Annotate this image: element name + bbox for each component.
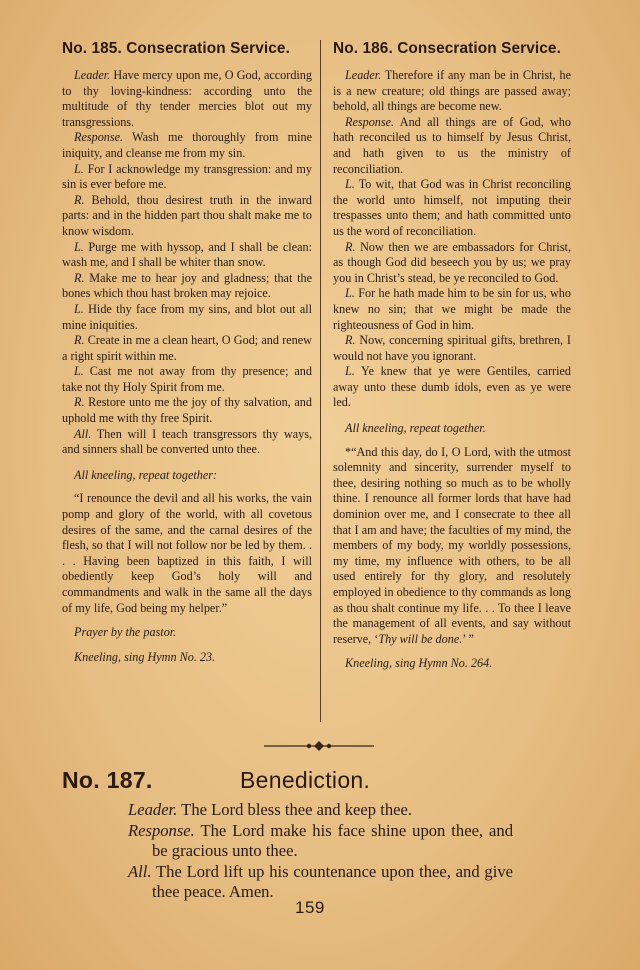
benediction-text: The Lord bless thee and keep thee. (177, 800, 413, 819)
left-verse (62, 271, 312, 302)
speaker-label: L. (74, 364, 84, 379)
verse-text: Ye knew that ye were Gentiles, carried away unto these dumb idols, even as ye were led. (333, 364, 571, 410)
right-hymn: Kneeling, sing Hymn No. 264. (345, 656, 493, 671)
speaker-label: Leader. (345, 68, 382, 82)
verse-text: Hide thy face from my sins, and blot out all mine iniquities. (62, 301, 312, 332)
benediction-text: The Lord make his face shine upon thee, and be gracious unto thee. (152, 820, 513, 860)
speaker-label: R. (345, 239, 356, 254)
left-verse (62, 427, 312, 458)
right-body (333, 68, 571, 672)
left-prayer: Prayer by the pastor. (74, 625, 177, 640)
verse-text: For I acknowledge my transgression: and my sin is ever before me. (62, 161, 312, 192)
speaker-label: R. (74, 395, 85, 410)
left-verses (62, 68, 312, 458)
right-verse (333, 240, 571, 287)
speaker-label: L. (345, 364, 355, 379)
speaker-label: Response. (345, 114, 395, 129)
right-verse (333, 286, 571, 333)
verse-text: Cast me not away from thy presence; and take not thy Holy Spirit from me. (62, 364, 312, 394)
left-verse (62, 68, 312, 130)
verse-text: Wash me thoroughly from mine iniquity, and cleanse me from my sin. (62, 130, 312, 160)
left-verse (62, 364, 312, 395)
speaker-label: R. (74, 270, 85, 285)
right-creed (333, 445, 571, 648)
ornament-rule-icon (264, 740, 374, 752)
verse-text: Then will I teach transgressors thy ways, and sinners shall be converted unto thee. (62, 426, 312, 457)
speaker-label: L. (345, 177, 355, 192)
speaker-label: Leader. (74, 68, 111, 82)
right-verse (333, 115, 571, 177)
right-creed-close: ’ ” (462, 631, 474, 646)
left-body (62, 68, 312, 665)
left-verse (62, 130, 312, 161)
speaker-label: All. (128, 861, 152, 881)
left-verse (62, 240, 312, 271)
speaker-label: Leader. (128, 800, 178, 819)
benediction-heading: Benediction. (240, 767, 371, 793)
verse-text: Have mercy upon me, O God, according to thy loving-kindness: according unto the multitude of thy tender mercies blot out my transgressions. (62, 68, 312, 129)
right-creed-emphasis: Thy will be done. (378, 631, 463, 646)
right-verse (333, 364, 571, 411)
benediction-number: No. 187. (62, 767, 153, 793)
left-verse (62, 302, 312, 333)
speaker-label: Response. (74, 130, 124, 145)
verse-text: Now then we are embassadors for Christ, as though God did beseech you by us; we pray you in Christ’s stead, be ye reconciled to God. (333, 239, 571, 285)
right-verse (333, 68, 571, 115)
left-kneel-heading: All kneeling, repeat together: (74, 467, 218, 482)
benediction-line (128, 800, 513, 821)
right-verse (333, 177, 571, 239)
left-creed: “I renounce the devil and all his works, the vain pomp and glory of the world, with all covetous desires of the same, and the carnal desires of the flesh, so that I will not follow nor be led by them. . . . Having been baptized in this faith, I will obediently keep God’s holy will and commandments and walk in the same all the days of my life, God being my helper.” (62, 491, 312, 615)
left-title: No. 185. Consecration Service. (62, 40, 290, 57)
column-divider (320, 40, 321, 722)
benediction-body (128, 800, 513, 903)
verse-text: Therefore if any man be in Christ, he is a new creature; old things are passed away; behold, all things are become new. (333, 68, 571, 114)
verse-text: For he hath made him to be sin for us, who knew no sin; that we might be made the righteousness of God in him. (333, 286, 571, 332)
verse-text: Create in me a clean heart, O God; and renew a right spirit within me. (62, 333, 312, 363)
left-verse (62, 162, 312, 193)
speaker-label: Response. (128, 820, 195, 840)
right-kneel-heading: All kneeling, repeat together. (345, 421, 486, 436)
right-verses (333, 68, 571, 411)
verse-text: To wit, that God was in Christ reconciling the world unto himself, not imputing their trespasses unto them; and hath committed unto us the word of reconciliation. (333, 177, 571, 238)
right-verse (333, 333, 571, 364)
page-number: 159 (295, 898, 325, 917)
left-verse (62, 193, 312, 240)
verse-text: Purge me with hyssop, and I shall be clean: wash me, and I shall be whiter than snow. (62, 239, 312, 270)
verse-text: And all things are of God, who hath reconciled us to himself by Jesus Christ, and hath given to us the ministry of reconciliation. (333, 114, 571, 176)
verse-text: Make me to hear joy and gladness; that the bones which thou hast broken may rejoice. (62, 270, 312, 301)
speaker-label: L. (74, 301, 84, 316)
verse-text: Restore unto me the joy of thy salvation, and uphold me with thy free Spirit. (62, 395, 312, 426)
right-title: No. 186. Consecration Service. (333, 40, 561, 57)
left-verse (62, 333, 312, 364)
speaker-label: R. (345, 333, 356, 348)
speaker-label: R. (74, 333, 85, 348)
left-verse (62, 395, 312, 426)
right-creed-text: *“And this day, do I, O Lord, with the utmost solemnity and sincerity, surrender myself to thee, desiring nothing so much as to be wholly thine. I renounce all former lords that have had dominion over me, and I consecrate to thee all that I am and have; the faculties of my mind, the members of my body, my worldly possessions, my time, my influence with others, to be all used entirely for thy glory, and resolutely employed in obedience to thy commands as long as thou shalt continue my life. . . To thee I leave the management of all events, and say without reserve, ‘ (333, 444, 571, 646)
speaker-label: L. (74, 239, 84, 254)
speaker-label: R. (74, 192, 85, 207)
speaker-label: L. (345, 286, 355, 301)
verse-text: Behold, thou desirest truth in the inward parts: and in the hidden part thou shalt make me to know wisdom. (62, 192, 312, 238)
verse-text: Now, concerning spiritual gifts, brethren, I would not have you ignorant. (333, 333, 571, 363)
benediction-line (128, 862, 513, 903)
left-hymn: Kneeling, sing Hymn No. 23. (74, 649, 216, 664)
speaker-label: L. (74, 161, 84, 176)
benediction-line (128, 821, 513, 862)
benediction-text: The Lord lift up his countenance upon thee, and give thee peace. Amen. (151, 861, 513, 901)
speaker-label: All. (74, 426, 92, 441)
